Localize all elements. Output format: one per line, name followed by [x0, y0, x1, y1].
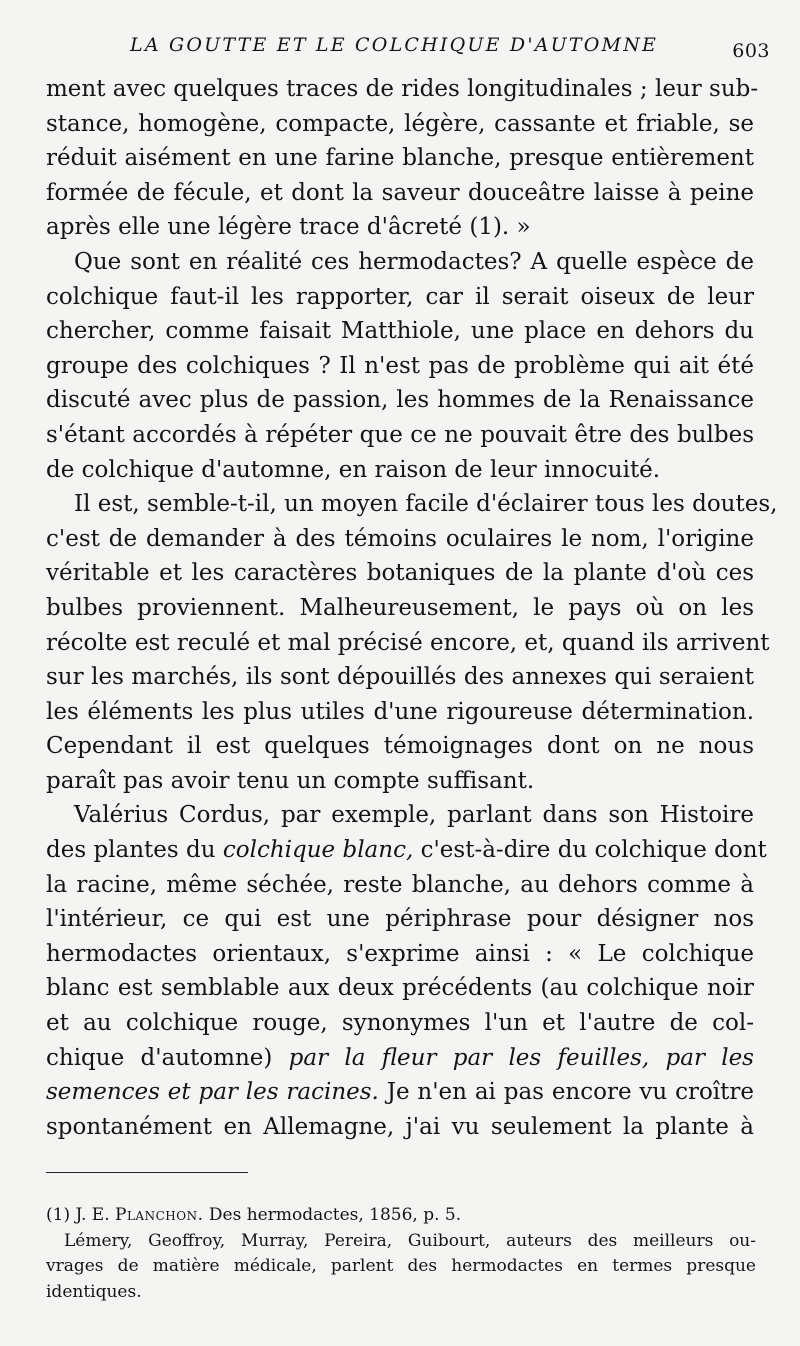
- text-line: Il est, semble-t-il, un moyen facile d'éclairer tous les doutes,: [74, 491, 778, 518]
- text-line: [46, 833, 767, 868]
- italic-quote: par la fleur par les feuilles, par les: [288, 1044, 754, 1071]
- text-line: formée de fécule, et dont la saveur douceâtre laisse à peine: [46, 179, 754, 206]
- main-text: [46, 72, 778, 1144]
- text-line: la racine, même séchée, reste blanche, au dehors comme à: [46, 871, 754, 898]
- footnote-rule: [46, 1172, 248, 1173]
- text-line: et au colchique rouge, synonymes l'un et l'autre de col-: [46, 1010, 754, 1037]
- text-line: hermodactes orientaux, s'exprime ainsi : « Le colchique: [46, 940, 754, 967]
- text-line: véritable et les caractères botaniques de la plante d'où ces: [46, 560, 754, 587]
- text-line: chercher, comme faisait Matthiole, une place en dehors du: [46, 318, 754, 345]
- footnote-1: [46, 1203, 756, 1229]
- footnote-marker: (1) J. E.: [46, 1205, 110, 1225]
- footnote-author: Planchon.: [115, 1205, 204, 1225]
- footnote-line: vrages de matière médicale, parlent des hermodactes en termes presque: [46, 1256, 756, 1276]
- footnote-line: Lémery, Geoffroy, Murray, Pereira, Guibourt, auteurs des meilleurs ou-: [64, 1230, 756, 1251]
- text-line: c'est de demander à des témoins oculaires le nom, l'origine: [46, 525, 754, 552]
- text-segment: Je n'en ai pas encore vu croître: [386, 1079, 755, 1106]
- text-line: [46, 1075, 754, 1110]
- footnote-text: Des hermodactes, 1856, p. 5.: [208, 1205, 462, 1225]
- text-line: l'intérieur, ce qui est une périphrase pour désigner nos: [46, 906, 754, 933]
- text-segment: des plantes du: [46, 837, 216, 864]
- text-line: paraît pas avoir tenu un compte suffisant.: [46, 767, 535, 794]
- text-line: discuté avec plus de passion, les hommes de la Renaissance: [46, 387, 754, 414]
- text-line: récolte est reculé et mal précisé encore, et, quand ils arrivent: [46, 629, 770, 656]
- text-line: Cependant il est quelques témoignages dont on ne nous: [46, 733, 754, 760]
- text-segment: chique d'automne): [46, 1044, 273, 1071]
- text-line: Valérius Cordus, par exemple, parlant dans son Histoire: [74, 802, 754, 829]
- text-line: réduit aisément en une farine blanche, presque entièrement: [46, 145, 754, 172]
- text-line: blanc est semblable aux deux précédents (au colchique noir: [46, 975, 754, 1002]
- footnote-line: identiques.: [46, 1281, 142, 1302]
- footnotes: [46, 1203, 756, 1305]
- text-line: s'étant accordés à répéter que ce ne pouvait être des bulbes: [46, 421, 754, 448]
- text-line: Que sont en réalité ces hermodactes? A quelle espèce de: [74, 248, 754, 275]
- text-line: bulbes proviennent. Malheureusement, le pays où on les: [46, 594, 754, 621]
- italic-term: colchique blanc,: [222, 837, 414, 864]
- running-title: LA GOUTTE ET LE COLCHIQUE D'AUTOMNE: [130, 34, 659, 56]
- text-line: de colchique d'automne, en raison de leur innocuité.: [46, 456, 661, 483]
- text-line: ment avec quelques traces de rides longitudinales ; leur sub-: [46, 76, 759, 102]
- text-line: les éléments les plus utiles d'une rigoureuse détermination.: [46, 698, 754, 725]
- text-line: après elle une légère trace d'âcreté (1). »: [46, 214, 531, 241]
- text-line: colchique faut-il les rapporter, car il serait oiseux de leur: [46, 283, 754, 310]
- text-line: sur les marchés, ils sont dépouillés des annexes qui seraient: [46, 664, 754, 691]
- text-line: stance, homogène, compacte, légère, cassante et friable, se: [46, 110, 754, 137]
- page-header: [130, 34, 770, 64]
- text-line: [46, 1041, 754, 1076]
- italic-quote: semences et par les racines.: [46, 1079, 379, 1106]
- text-line: groupe des colchiques ? Il n'est pas de problème qui ait été: [46, 352, 754, 379]
- text-line: spontanément en Allemagne, j'ai vu seulement la plante à: [46, 1113, 754, 1140]
- text-segment: c'est-à-dire du colchique dont: [420, 837, 767, 864]
- page-number: 603: [732, 40, 770, 62]
